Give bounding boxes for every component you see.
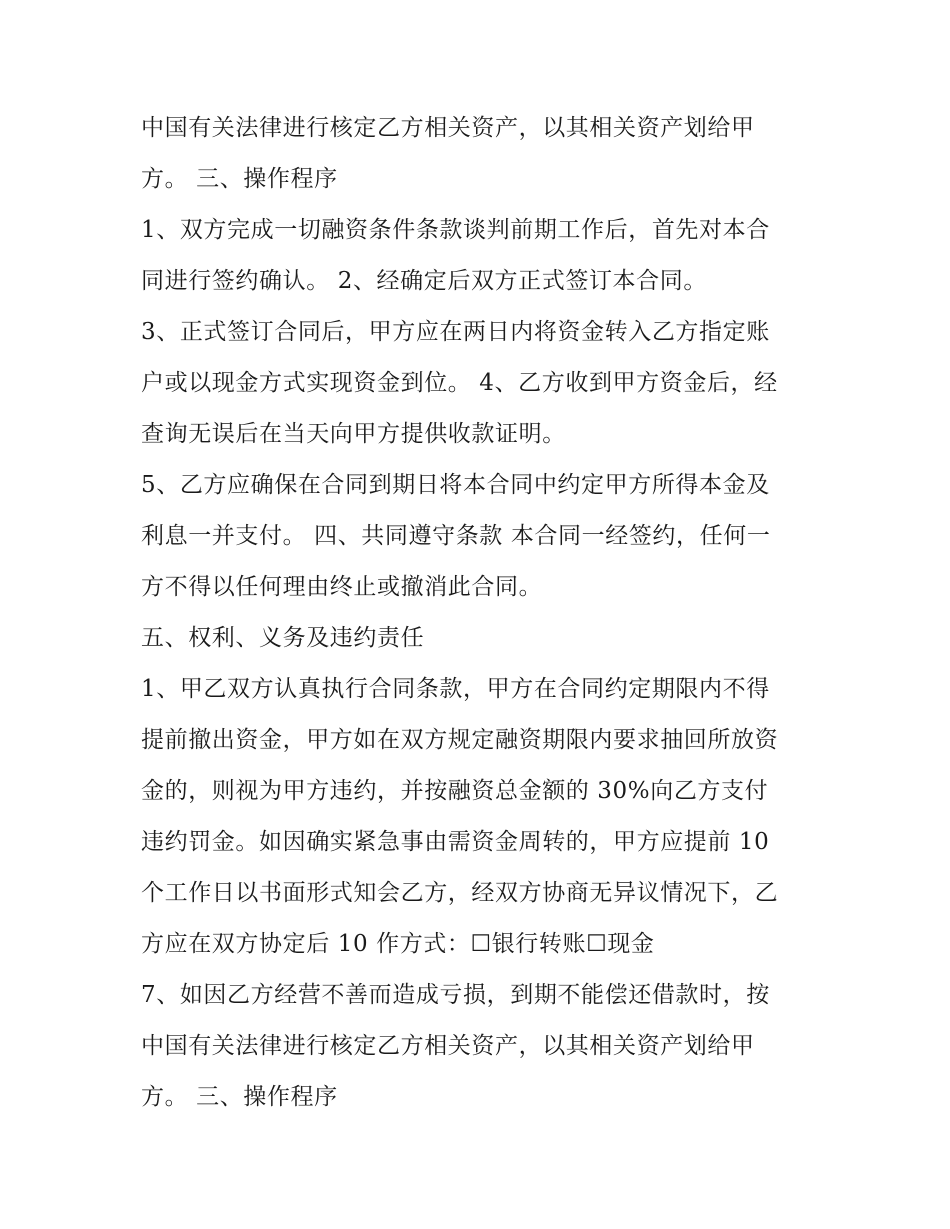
text-line: 方应在双方协定后 10 作方式：☐银行转账☐现金 bbox=[141, 931, 655, 957]
text-line: 户或以现金方式实现资金到位。 4、乙方收到甲方资金后，经 bbox=[141, 370, 778, 396]
text-line: 方。 三、操作程序 bbox=[141, 166, 338, 192]
contract-text-body bbox=[141, 103, 831, 1123]
text-line: 1、双方完成一切融资条件条款谈判前期工作后，首先对本合 bbox=[141, 217, 770, 243]
text-line: 中国有关法律进行核定乙方相关资产，以其相关资产划给甲 bbox=[141, 1033, 755, 1059]
text-line: 利息一并支付。 四、共同遵守条款 本合同一经签约，任何一 bbox=[141, 523, 771, 549]
text-line: 方。 三、操作程序 bbox=[141, 1084, 338, 1110]
text-line: 查询无误后在当天向甲方提供收款证明。 bbox=[141, 421, 566, 447]
text-line: 个工作日以书面形式知会乙方，经双方协商无异议情况下，乙 bbox=[141, 880, 779, 906]
text-line: 5、乙方应确保在合同到期日将本合同中约定甲方所得本金及 bbox=[141, 472, 770, 498]
text-line: 金的，则视为甲方违约，并按融资总金额的 30%向乙方支付 bbox=[141, 778, 769, 804]
text-line: 提前撤出资金，甲方如在双方规定融资期限内要求抽回所放资 bbox=[141, 727, 779, 753]
text-line: 违约罚金。如因确实紧急事由需资金周转的，甲方应提前 10 bbox=[141, 829, 770, 855]
text-line: 3、正式签订合同后，甲方应在两日内将资金转入乙方指定账 bbox=[141, 319, 770, 345]
text-line: 方不得以任何理由终止或撤消此合同。 bbox=[141, 574, 543, 600]
text-line: 中国有关法律进行核定乙方相关资产，以其相关资产划给甲 bbox=[141, 115, 755, 141]
text-line: 7、如因乙方经营不善而造成亏损，到期不能偿还借款时，按 bbox=[141, 982, 770, 1008]
text-line: 同进行签约确认。 2、经确定后双方正式签订本合同。 bbox=[141, 268, 707, 294]
text-line: 1、甲乙双方认真执行合同条款，甲方在合同约定期限内不得 bbox=[141, 676, 770, 702]
section-heading: 五、权利、义务及违约责任 bbox=[141, 625, 425, 651]
